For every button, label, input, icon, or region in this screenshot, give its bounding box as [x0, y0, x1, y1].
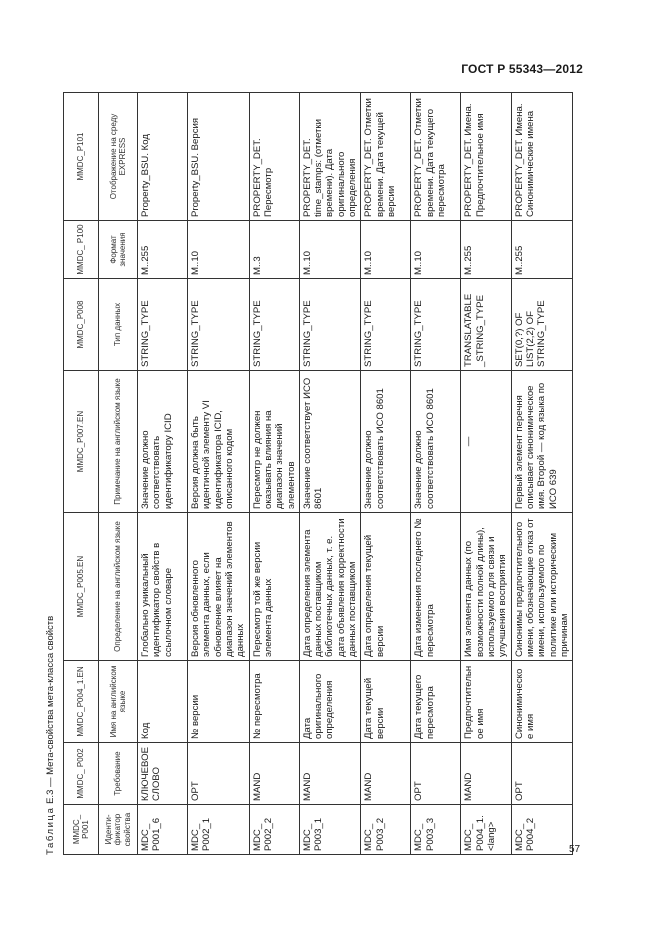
table-cell: M..10 [188, 221, 250, 279]
table-row [249, 93, 299, 855]
table-cell: Дата определения элемента данных поставщиком библиотечных данных, т. е. дата объявления корректности данных поставщиком [299, 513, 361, 661]
name-header-row [99, 93, 138, 855]
code-header-cell: MMDC_ P001 [64, 805, 99, 855]
table-cell: STRING_TYPE [138, 279, 188, 371]
table-row [138, 93, 188, 855]
code-header-cell: MMDC_ P002 [64, 743, 99, 805]
standard-code: ГОСТ Р 55343—2012 [461, 62, 583, 76]
table-cell: STRING_TYPE [188, 279, 250, 371]
table-cell: MDC_ P002_1 [188, 805, 250, 855]
table-cell: M..3 [249, 221, 299, 279]
table-cell: PROPERTY_DET. Отметки времени. Дата текущего пересмотра [411, 93, 461, 221]
table-cell: M..255 [511, 221, 573, 279]
table-cell: Пересмотр не должен оказывать влияния на диапазон значений элементов [249, 371, 299, 513]
code-header-cell: MMDC_P101 [64, 93, 99, 221]
table-cell: № пересмотра [249, 661, 299, 743]
table-cell: Версия обновленного элемента данных, если обновление влияет на диапазон значений элементов данных [188, 513, 250, 661]
table-cell: MDC_ P002_2 [249, 805, 299, 855]
table-cell: MAND [461, 743, 511, 805]
table-cell: Первый элемент перечня описывает синонимическое имя. Второй — код языка по ИСО 639 [511, 371, 573, 513]
table-cell: Предпочтительное имя [461, 661, 511, 743]
table-cell: M..10 [299, 221, 361, 279]
table-row [188, 93, 250, 855]
code-header-row [64, 93, 99, 855]
name-header-cell: Имя на английском языке [99, 661, 138, 743]
name-header-cell: Формат значения [99, 221, 138, 279]
table-cell: Дата текущей версии [361, 661, 411, 743]
table-cell: Значение должно соответствовать ИСО 8601 [411, 371, 461, 513]
table-cell: SET(0,?) OF LIST(2,2) OF STRING_TYPE [511, 279, 573, 371]
table-cell: MDC_ P004_2 [511, 805, 573, 855]
table-cell: КЛЮЧЕВОЕ СЛОВО [138, 743, 188, 805]
table-cell: Дата определения текущей версии [361, 513, 411, 661]
table-cell: STRING_TYPE [361, 279, 411, 371]
table-cell: MDC_ P003_1 [299, 805, 361, 855]
code-header-cell: MMDC_P004_1.EN [64, 661, 99, 743]
code-header-cell: MMDC_P008 [64, 279, 99, 371]
table-cell: STRING_TYPE [249, 279, 299, 371]
name-header-cell: Требование [99, 743, 138, 805]
table-cell: Синонимическое имя [511, 661, 573, 743]
table-cell: PROPERTY_DET. Имена. Предпочтительное имя [461, 93, 511, 221]
meta-properties-table [63, 92, 573, 855]
table-cell: M..255 [461, 221, 511, 279]
table-cell: PROPERTY_DET. Пересмотр [249, 93, 299, 221]
table-cell: Пересмотр той же версии элемента данных [249, 513, 299, 661]
table-title [45, 616, 56, 855]
table-cell: Код [138, 661, 188, 743]
table-row [361, 93, 411, 855]
table-cell: M..255 [138, 221, 188, 279]
table-cell: Property_BSU. Версия [188, 93, 250, 221]
table-cell: MDC_ P003_2 [361, 805, 411, 855]
table-cell: Значение соответствует ИСО 8601 [299, 371, 361, 513]
code-header-cell: MMDC_P005.EN [64, 513, 99, 661]
rotated-table-area [43, 93, 583, 855]
table-cell: Property_BSU. Код [138, 93, 188, 221]
table-cell: № версии [188, 661, 250, 743]
table-row [299, 93, 361, 855]
table-cell: MAND [249, 743, 299, 805]
table-cell: PROPERTY_DET. Имена. Синонимические имена [511, 93, 573, 221]
table-title-prefix: Таблица [45, 806, 56, 855]
table-cell: Значение должно соответствовать идентификатору ICID [138, 371, 188, 513]
table-cell: M..10 [411, 221, 461, 279]
table-cell: OPT [188, 743, 250, 805]
table-cell: Дата текущего пересмотра [411, 661, 461, 743]
code-header-cell: MMDC_ P100 [64, 221, 99, 279]
table-cell: PROPERTY_DET. time_stamps: (отметки времени). Дата оригинального определения [299, 93, 361, 221]
table-cell: MAND [299, 743, 361, 805]
table-cell: Синонимы предпочтительного имени, обозначающие отказ от имени, используемого по политике или историческим причинам [511, 513, 573, 661]
table-cell: MAND [361, 743, 411, 805]
table-cell: Дата изменения последнего № пересмотра [411, 513, 461, 661]
table-cell: TRANSLATABLE _STRING_TYPE [461, 279, 511, 371]
name-header-cell: Отображение на среду EXPRESS [99, 93, 138, 221]
code-header-cell: MMDC_P007.EN [64, 371, 99, 513]
table-cell: OPT [411, 743, 461, 805]
table-cell: MDC_ P001_6 [138, 805, 188, 855]
table-cell: STRING_TYPE [411, 279, 461, 371]
table-cell: Значение должно соответствовать ИСО 8601 [361, 371, 411, 513]
table-cell: Версия должна быть идентичной элементу VI идентификатора ICID, описанного кодом [188, 371, 250, 513]
table-cell: — [461, 371, 511, 513]
name-header-cell: Тип данных [99, 279, 138, 371]
page-number: 57 [569, 844, 581, 855]
table-row [411, 93, 461, 855]
table-cell: MDC_ P003_3 [411, 805, 461, 855]
table-title-text: Е.3 — Мета-свойства мета-класса свойств [45, 615, 56, 807]
name-header-cell: Примечание на английском языке [99, 371, 138, 513]
table-cell: Дата оригинального определения [299, 661, 361, 743]
table-cell: MDC_ P004_1. <lang> [461, 805, 511, 855]
table-cell: Имя элемента данных (по возможности полной длины), используемого для связи и улучшения восприятия [461, 513, 511, 661]
table-cell: PROPERTY_DET. Отметки времени. Дата текущей версии [361, 93, 411, 221]
table-row [511, 93, 573, 855]
table-row [461, 93, 511, 855]
name-header-cell: Иденти- фикатор свойства [99, 805, 138, 855]
name-header-cell: Определение на английском языке [99, 513, 138, 661]
table-cell: M..10 [361, 221, 411, 279]
table-cell: STRING_TYPE [299, 279, 361, 371]
table-cell: OPT [511, 743, 573, 805]
table-cell: Глобально уникальный идентификатор свойств в ссылочном словаре [138, 513, 188, 661]
